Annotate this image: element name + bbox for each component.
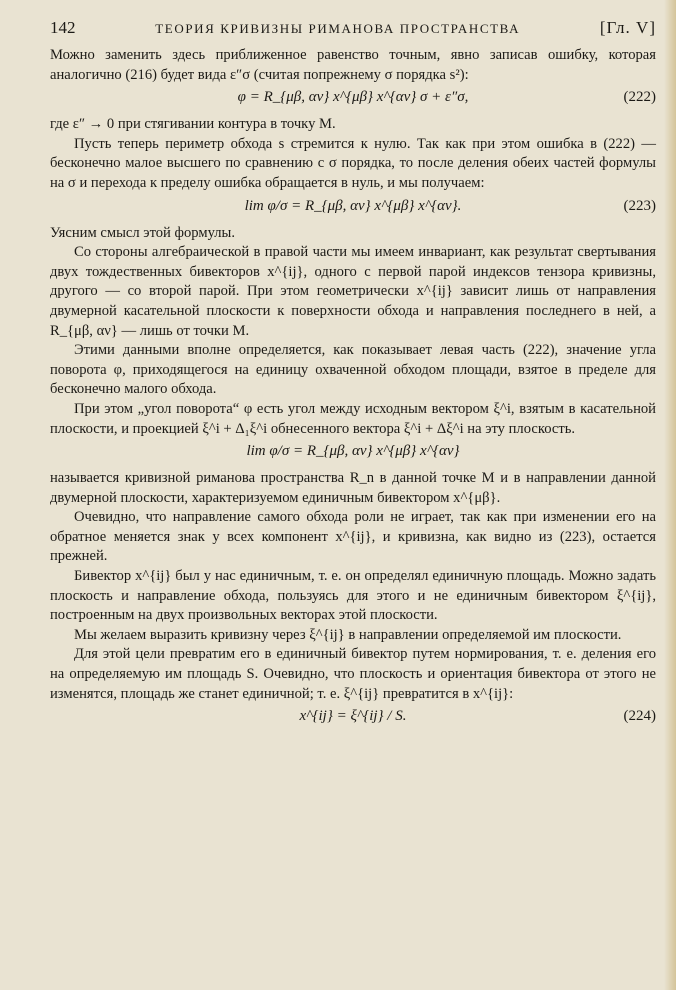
paragraph: Этими данными вполне определяется, как показывает левая часть (222), значение угла поворота φ, приходящегося на единицу охваченной обходом площади, взятое в пределе для бесконечно малого обхода.: [50, 342, 656, 398]
running-title: ТЕОРИЯ КРИВИЗНЫ РИМАНОВА ПРОСТРАНСТВА: [155, 21, 521, 36]
paragraph: Мы желаем выразить кривизну через ξ^{ij} в направлении определяемой им плоскости.: [74, 626, 622, 643]
page-number: 142: [50, 18, 76, 37]
paragraph: где ε″ → 0 при стягивании контура в точку M.: [50, 116, 336, 133]
equation-formula: x^{ij} = ξ^{ij} / S.: [299, 708, 407, 725]
equation-formula: φ = R_{μβ, αν} x^{μβ} x^{αν} σ + ε″σ,: [237, 89, 469, 106]
book-page: [50, 18, 656, 978]
equation: [50, 704, 656, 734]
paragraph: Пусть теперь периметр обхода s стремится к нулю. Так как при этом ошибка в (222) — бесконечно малое высшего по сравнению с σ порядка, то после деления обеих частей формулы на σ и перехода к пределу ошибка обращается в нуль, и мы получаем:: [50, 135, 656, 191]
equation-number: (224): [623, 708, 656, 725]
paragraph: Со стороны алгебраической в правой части мы имеем инвариант, как результат свертывания двух тождественных бивекторов x^{ij}, одного с первой парой индексов тензора кривизны, другого — со второй парой. При этом геометрически x^{ij} зависит лишь от направления двумерной касательной плоскости к поверхности обхода и направления последнего в ней, а R_{μβ, αν} — лишь от точки M.: [50, 244, 656, 339]
equation-number: (222): [623, 89, 656, 106]
paragraph: Уясним смысл этой формулы.: [50, 224, 235, 241]
paragraph: Можно заменить здесь приближенное равенство точным, явно записав ошибку, которая аналогично (216) будет вида ε″σ (считая попрежнему σ порядка s²):: [50, 47, 656, 83]
chapter-marker: [Гл. V]: [599, 18, 656, 37]
equation-formula: lim φ/σ = R_{μβ, αν} x^{μβ} x^{αν}: [246, 443, 460, 460]
paragraph: называется кривизной риманова пространства R_n в данной точке M и в направлении данной двумерной плоскости, характеризуемом единичным бивектором x^{μβ}.: [50, 470, 656, 506]
page-body: [50, 46, 656, 734]
equation: [50, 439, 656, 469]
paragraph: Бивектор x^{ij} был у нас единичным, т. е. он определял единичную площадь. Можно задать плоскость и направление обхода, пользуясь для этого и не единичным бивектором ξ^{ij}, построенным на двух произвольных векторах этой плоскости.: [50, 568, 656, 624]
paragraph: Очевидно, что направление самого обхода роли не играет, так как при изменении его на обратное меняется знак у всех компонент x^{ij}, и кривизна, как видно из (223), остается прежней.: [50, 509, 656, 565]
equation: [50, 85, 656, 115]
equation-formula: lim φ/σ = R_{μβ, αν} x^{μβ} x^{αν}.: [244, 197, 462, 214]
page-header: [50, 18, 656, 46]
equation-number: (223): [623, 197, 656, 214]
paragraph: Для этой цели превратим его в единичный бивектор путем нормирования, т. е. деления его на определяемую им площадь S. Очевидно, что плоскость и ориентация бивектора от этого не изменятся, площадь же станет единичной; т. е. ξ^{ij} превратится в x^{ij}:: [50, 646, 656, 702]
page-edge-shadow: [664, 0, 676, 990]
paragraph: При этом „угол поворота“ φ есть угол между исходным вектором ξ^i, взятым в касательной плоскости, и проекцией ξ^i + Δ₁ξ^i обнесенного вектора ξ^i + Δξ^i на эту плоскость.: [50, 400, 656, 437]
equation: [50, 194, 656, 224]
